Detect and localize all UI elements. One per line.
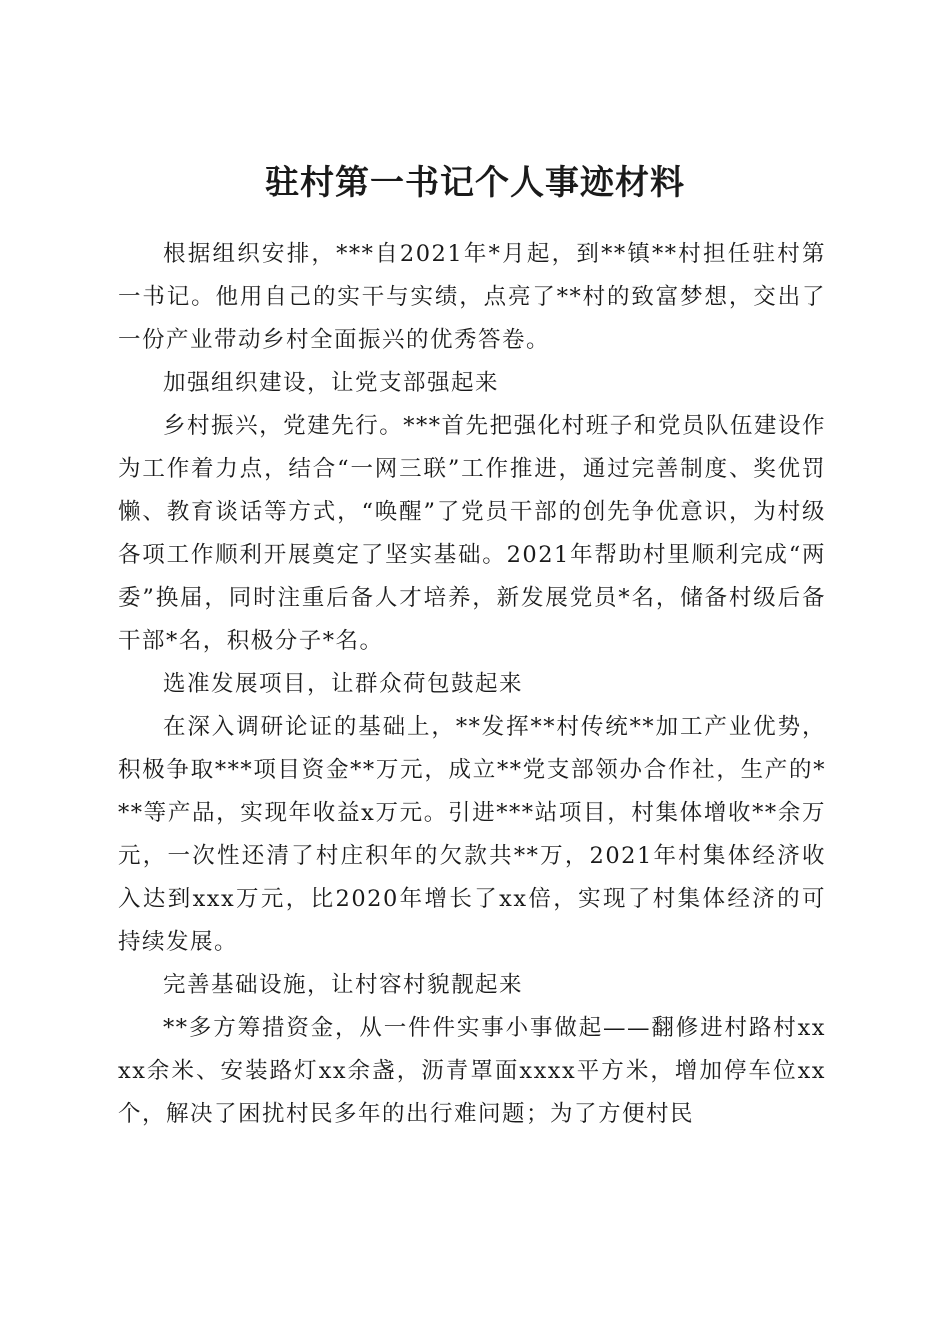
- projects-paragraph: 在深入调研论证的基础上，**发挥**村传统**加工产业优势，积极争取***项目资金**万元，成立**党支部领办合作社，生产的***等产品，实现年收益x万元。引进***站项目，村集体增收**余万元，一次性还清了村庄积年的欠款共**万，2021年村集体经济收入达到xxx万元，比2020年增长了xx倍，实现了村集体经济的可持续发展。: [118, 714, 826, 955]
- document-body: [118, 233, 826, 1136]
- section-heading-projects: 选准发展项目，让群众荷包鼓起来: [163, 671, 524, 697]
- section-heading-organization: 加强组织建设，让党支部强起来: [163, 370, 500, 396]
- intro-paragraph: 根据组织安排，***自2021年*月起，到**镇**村担任驻村第一书记。他用自己的实干与实绩，点亮了**村的致富梦想，交出了一份产业带动乡村全面振兴的优秀答卷。: [118, 241, 826, 353]
- section-heading-infrastructure: 完善基础设施，让村容村貌靓起来: [163, 972, 524, 998]
- organization-paragraph: 乡村振兴，党建先行。***首先把强化村班子和党员队伍建设作为工作着力点，结合“一网三联”工作推进，通过完善制度、奖优罚懒、教育谈话等方式，“唤醒”了党员干部的创先争优意识，为村级各项工作顺利开展奠定了坚实基础。2021年帮助村里顺利完成“两委”换届，同时注重后备人才培养，新发展党员*名，储备村级后备干部*名，积极分子*名。: [118, 413, 826, 654]
- infrastructure-paragraph: **多方筹措资金，从一件件实事小事做起——翻修进村路村xxxx余米、安装路灯xx余盏，沥青罩面xxxx平方米，增加停车位xx个，解决了困扰村民多年的出行难问题；为了方便村民: [118, 1015, 826, 1127]
- document-title: 驻村第一书记个人事迹材料: [265, 162, 685, 203]
